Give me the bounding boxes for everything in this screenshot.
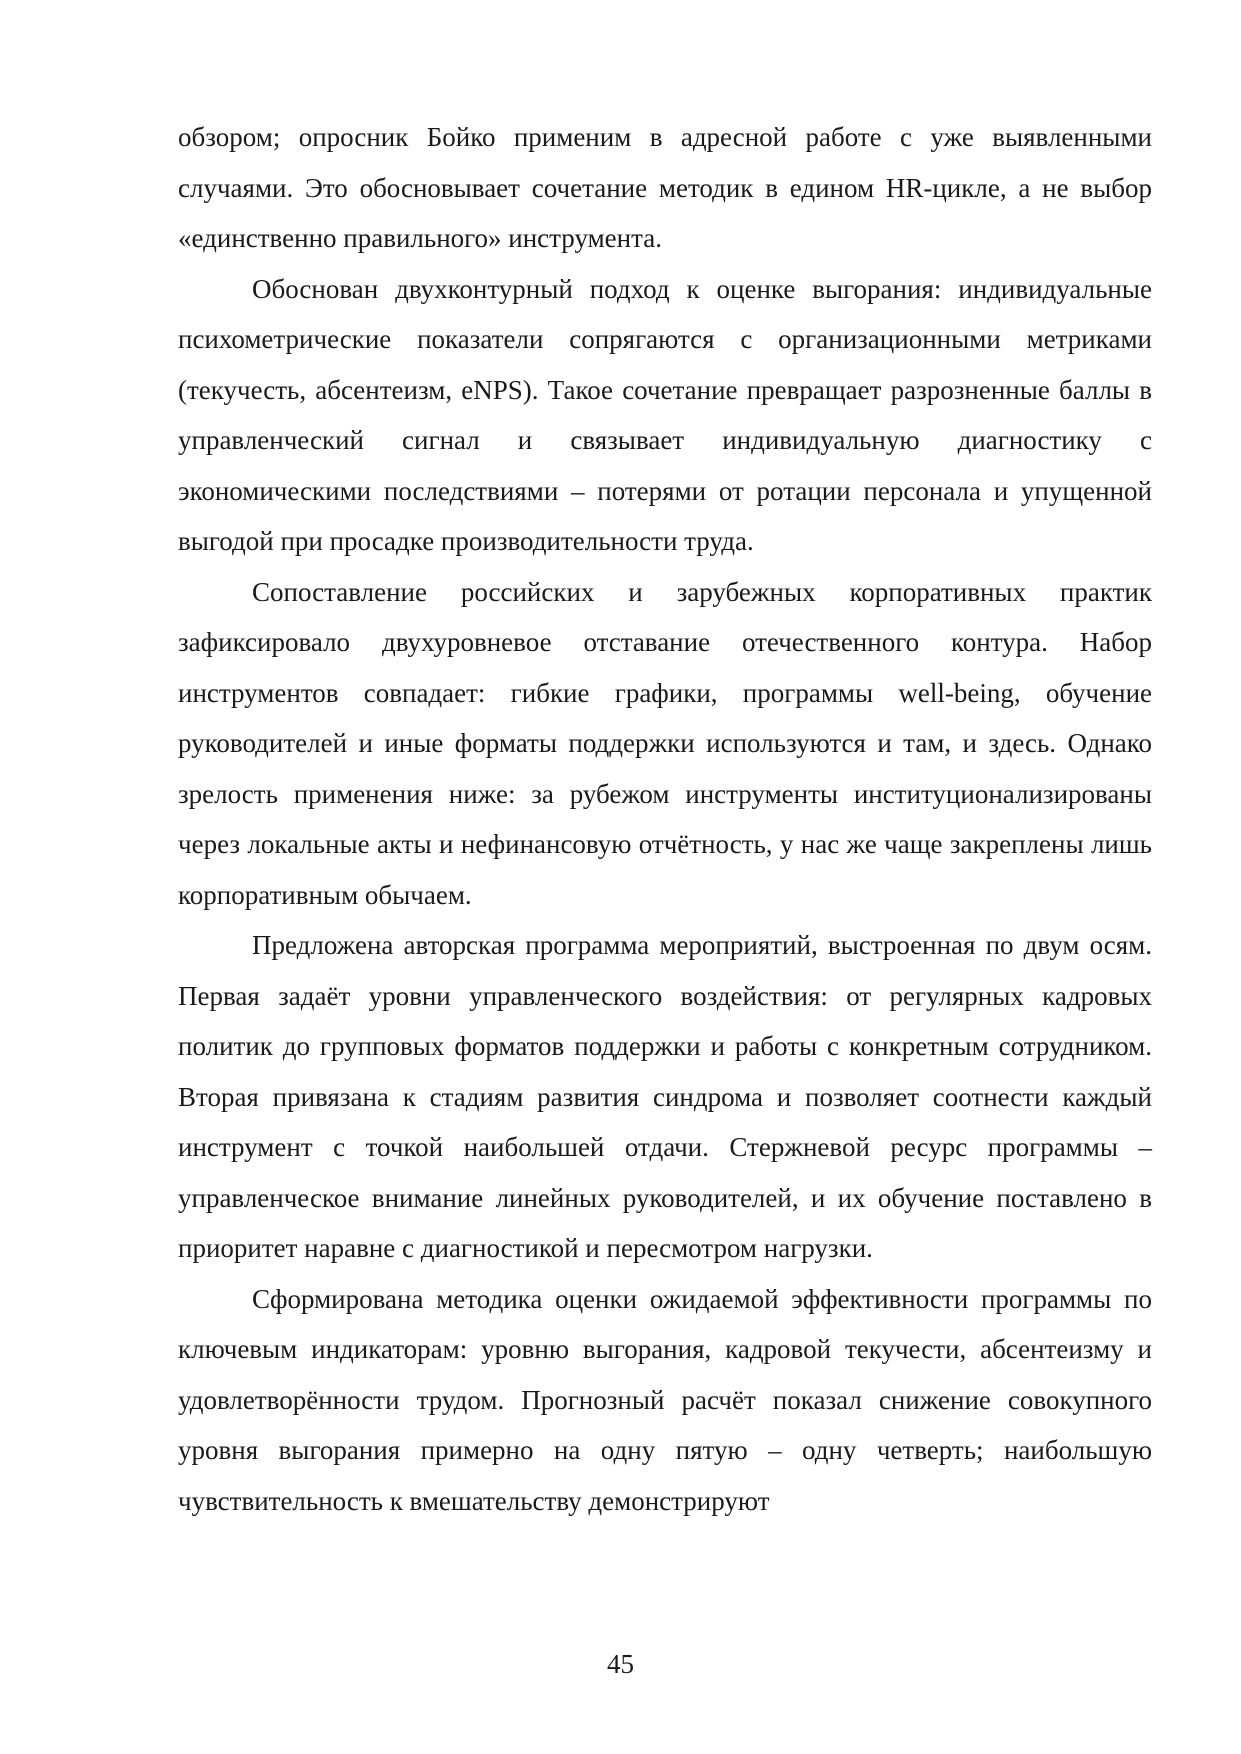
paragraph-continuation: обзором; опросник Бойко применим в адресной работе с уже выявленными случаями. Это обосновывает сочетание методик в едином HR-цикле, а не выбор «единственно правильного» инструмента.: [178, 122, 1152, 253]
paragraph-program-proposal: Предложена авторская программа мероприятий, выстроенная по двум осям. Первая задаёт уровни управленческого воздействия: от регулярных кадровых политик до групповых форматов поддержки и работы с конкретным сотрудником. Вторая привязана к стадиям развития синдрома и позволяет соотнести каждый инструмент с точкой наибольшей отдачи. Стержневой ресурс программы – управленческое внимание линейных руководителей, и их обучение поставлено в приоритет наравне с диагностикой и пересмотром нагрузки.: [178, 930, 1152, 1263]
page-number: 45: [607, 1649, 634, 1679]
paragraph-practice-comparison: Сопоставление российских и зарубежных корпоративных практик зафиксировало двухуровневое отставание отечественного контура. Набор инструментов совпадает: гибкие графики, программы well-being, обучение руководителей и иные форматы поддержки используются и там, и здесь. Однако зрелость применения ниже: за рубежом инструменты институционализированы через локальные акты и нефинансовую отчётность, у нас же чаще закреплены лишь корпоративным обычаем.: [178, 576, 1152, 910]
body-text: [178, 112, 1152, 1526]
paragraph-efficiency-method: Сформирована методика оценки ожидаемой эффективности программы по ключевым индикаторам: уровню выгорания, кадровой текучести, абсентеизму и удовлетворённости трудом. Прогнозный расчёт показал снижение совокупного уровня выгорания примерно на одну пятую – одну четверть; наибольшую чувствительность к вмешательству демонстрируют: [178, 1283, 1152, 1516]
paragraph-two-contour-approach: Обоснован двухконтурный подход к оценке выгорания: индивидуальные психометрические показатели сопрягаются с организационными метриками (текучесть, абсентеизм, eNPS). Такое сочетание превращает разрозненные баллы в управленческий сигнал и связывает индивидуальную диагностику с экономическими последствиями – потерями от ротации персонала и упущенной выгодой при просадке производительности труда.: [178, 273, 1152, 556]
